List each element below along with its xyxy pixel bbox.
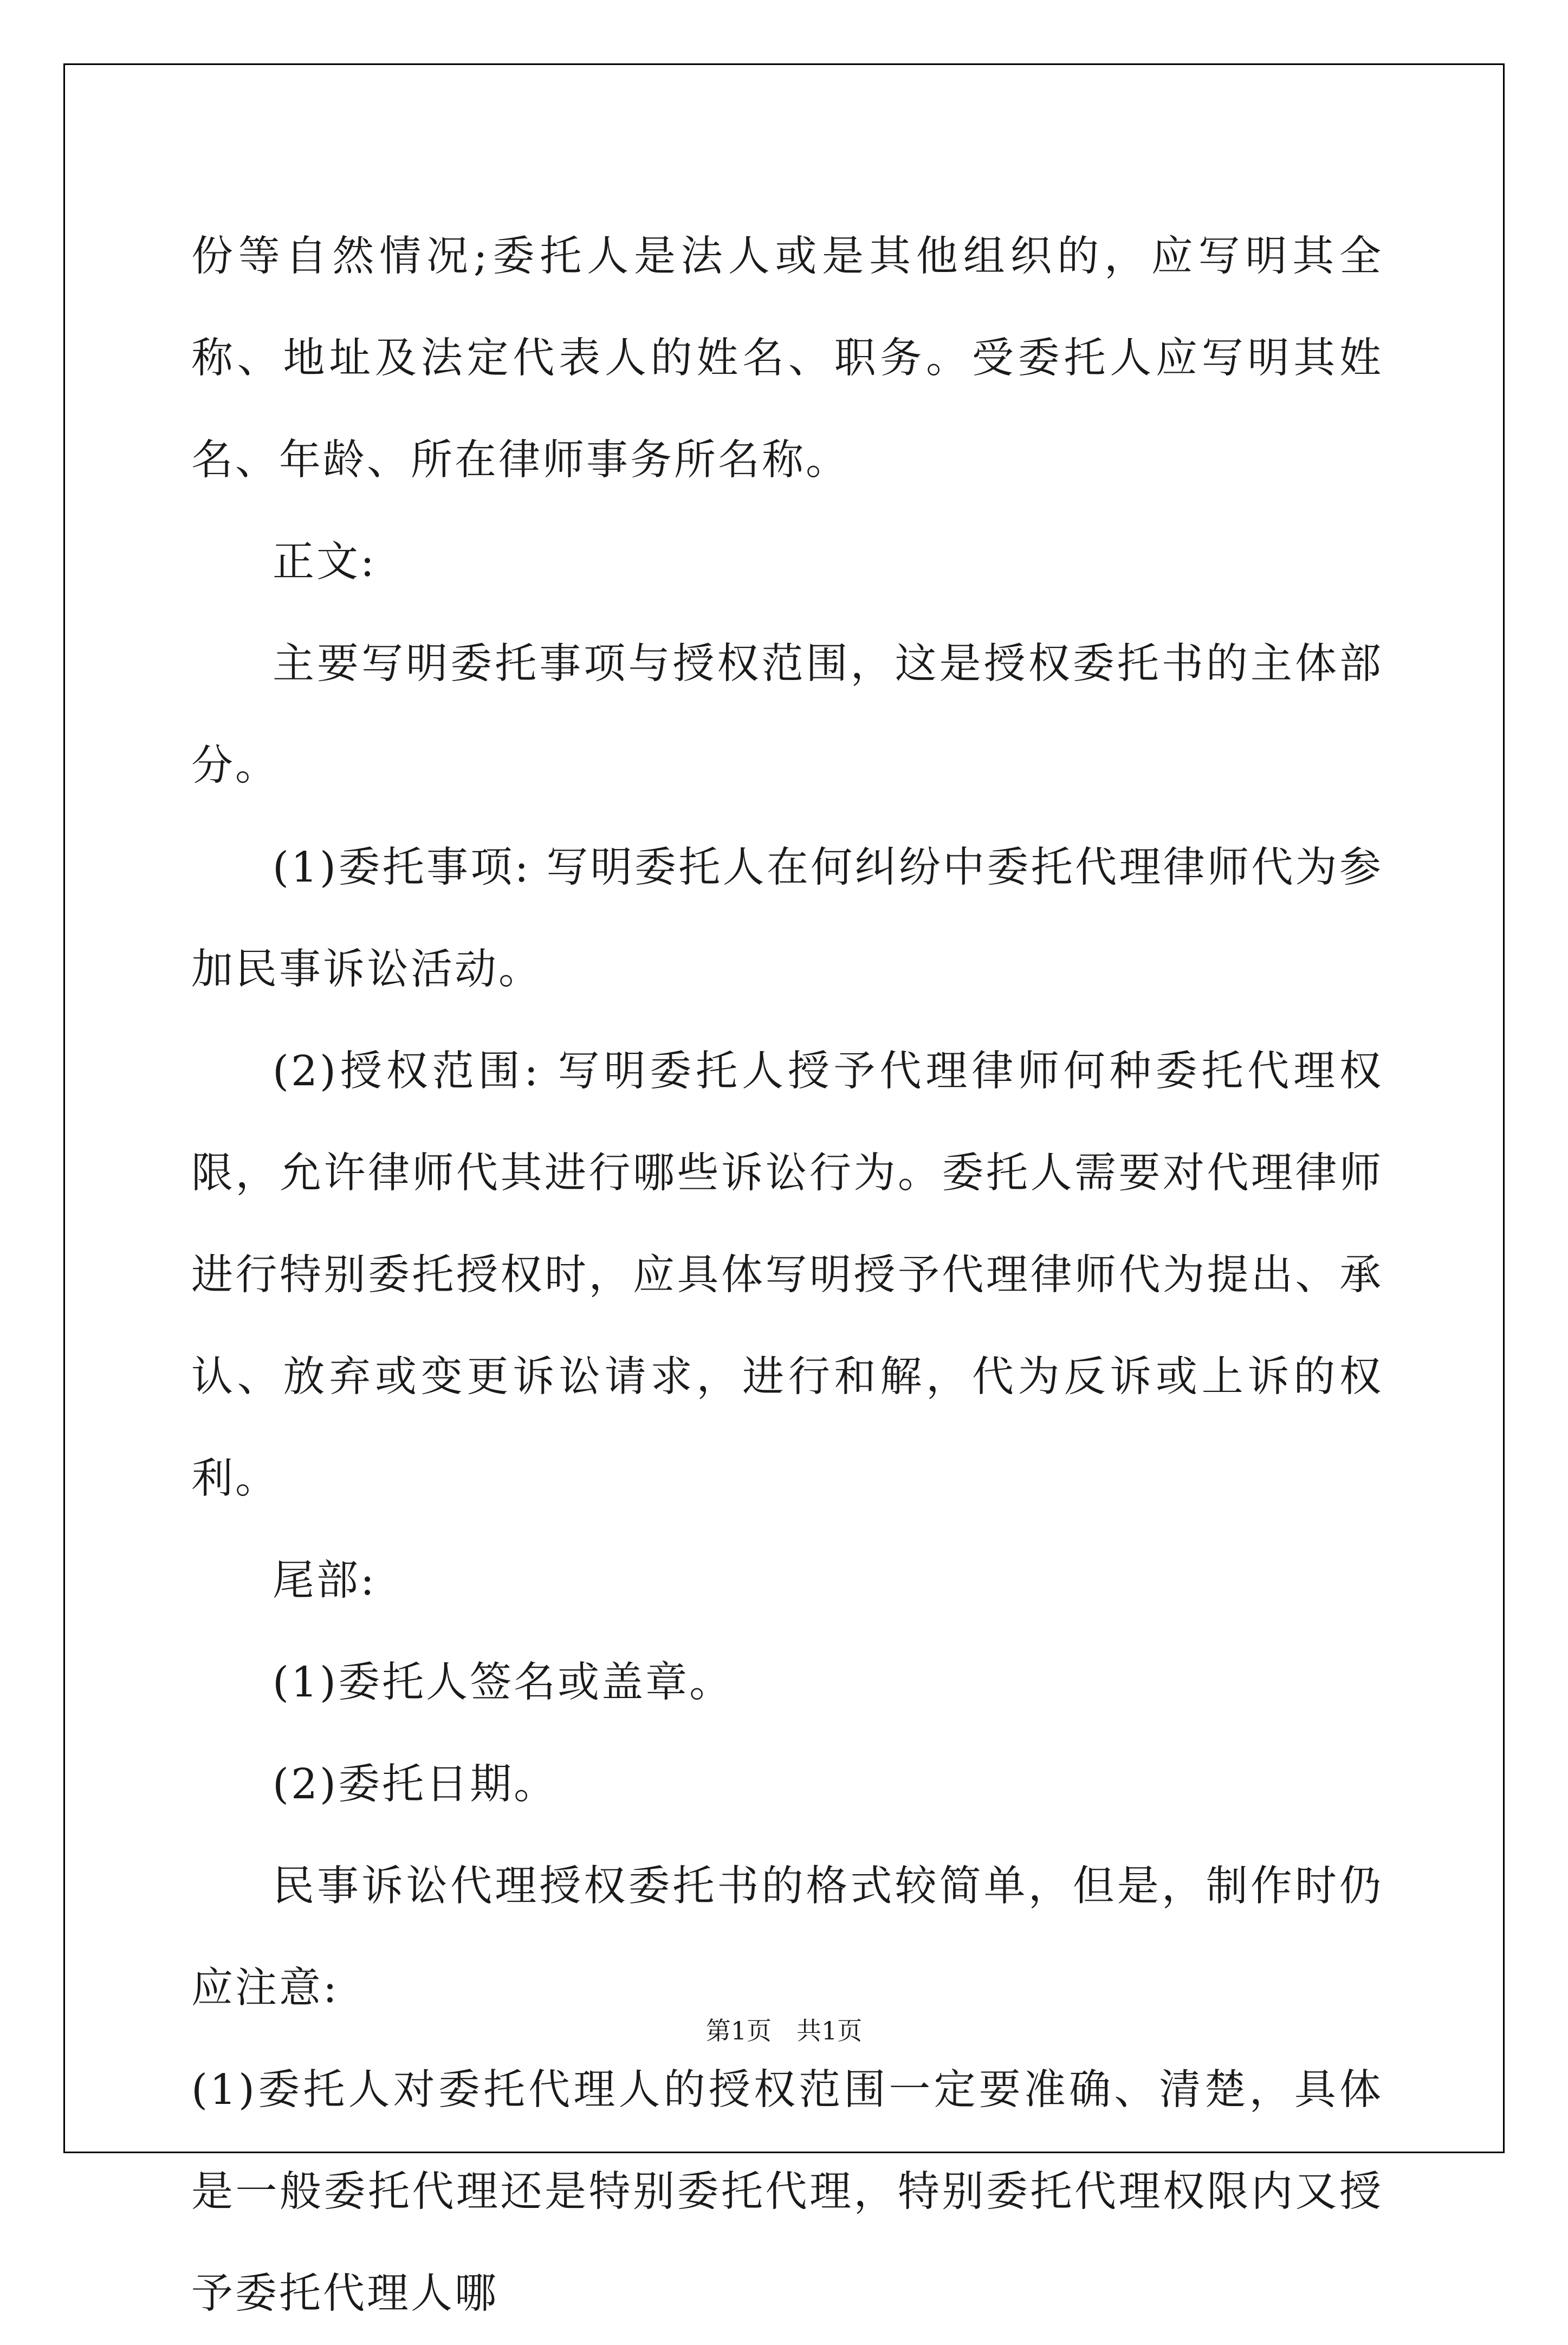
- paragraph-note-1: (1)委托人对委托代理人的授权范围一定要准确、清楚，具体是一般委托代理还是特别委托代理，特别委托代理权限内又授予委托代理人哪: [191, 2066, 1383, 2318]
- paragraph-body-summary: 主要写明委托事项与授权范围，这是授权委托书的主体部分。: [191, 640, 1383, 790]
- paragraph-authorization-scope: (2)授权范围: 写明委托人授予代理律师何种委托代理权限，允许律师代其进行哪些诉讼行为。委托人需要对代理律师进行特别委托授权时，应具体写明授予代理律师代为提出、承认、放弃或变更诉讼请求，进行和解，代为反诉或上诉的权利。: [191, 1047, 1383, 1503]
- paragraph-date: (2)委托日期。: [273, 1760, 558, 1809]
- heading-ending: 尾部:: [273, 1557, 377, 1605]
- paragraph-signature: (1)委托人签名或盖章。: [273, 1659, 734, 1707]
- page-footer: 第1页 共1页: [705, 2016, 863, 2045]
- heading-body: 正文:: [273, 538, 377, 586]
- paragraph-notes-intro: 民事诉讼代理授权委托书的格式较简单，但是，制作时仍应注意:: [191, 1862, 1383, 2012]
- paragraph-continuation-parties: 份等自然情况;委托人是法人或是其他组织的，应写明其全称、地址及法定代表人的姓名、职务。受委托人应写明其姓名、年龄、所在律师事务所名称。: [191, 232, 1383, 484]
- paragraph-entrusted-matters: (1)委托事项: 写明委托人在何纠纷中委托代理律师代为参加民事诉讼活动。: [191, 844, 1383, 994]
